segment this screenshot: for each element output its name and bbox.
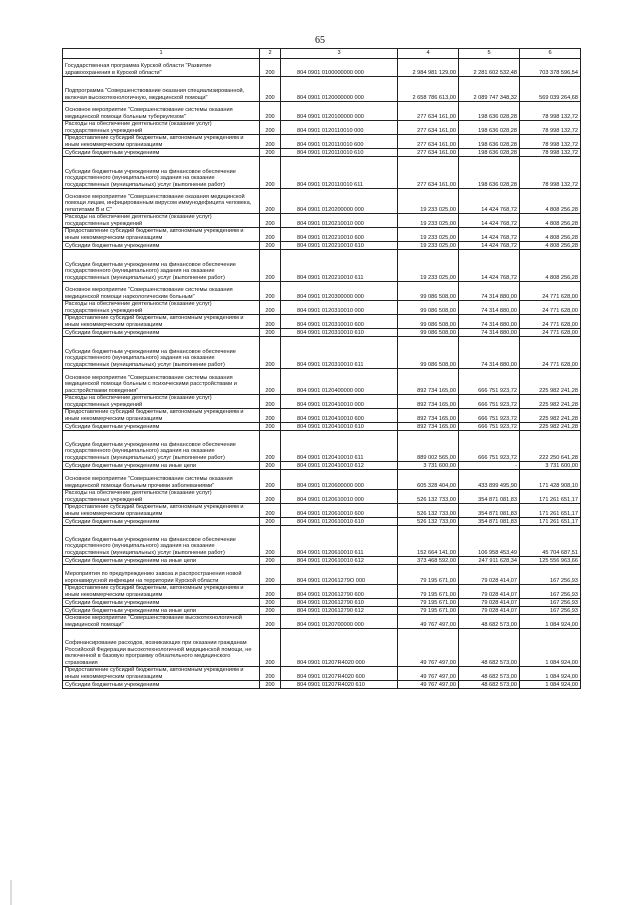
row-column-5-value-cell: 74 314 880,00 — [459, 282, 520, 301]
table-row — [63, 431, 581, 462]
row-column-2-cell: 200 — [260, 282, 281, 301]
row-budget-code-cell: 804 0901 0120612790 610 — [281, 599, 398, 607]
row-name-cell: Расходы на обеспечение деятельности (оказание услуг) государственных учреждений — [63, 395, 260, 409]
row-column-4-value-cell: 152 664 141,00 — [398, 526, 459, 557]
row-column-4-value-cell: 19 233 025,00 — [398, 228, 459, 242]
table-row — [63, 337, 581, 369]
row-column-2-cell: 200 — [260, 121, 281, 135]
row-column-5-value-cell: 198 636 028,28 — [459, 149, 520, 157]
table-row — [63, 462, 581, 470]
row-column-4-value-cell: 19 233 025,00 — [398, 242, 459, 250]
row-budget-code-cell: 804 0901 0120110010 610 — [281, 149, 398, 157]
table-row — [63, 557, 581, 565]
row-column-5-value-cell: 14 424 768,72 — [459, 242, 520, 250]
row-column-5-value-cell: 2 089 747 348,32 — [459, 77, 520, 102]
row-budget-code-cell: 804 0901 0120000000 000 — [281, 77, 398, 102]
table-row — [63, 121, 581, 135]
table-row — [63, 681, 581, 689]
row-column-2-cell: 200 — [260, 490, 281, 504]
row-column-5-value-cell: 74 314 880,00 — [459, 315, 520, 329]
row-name-cell: Субсидии бюджетным учреждениям на финансовое обеспечение государственного (муниципального) задания на оказание государственных (муниципальных) услуг (выполнение работ) — [63, 431, 260, 462]
row-column-6-value-cell: 171 428 908,10 — [520, 470, 581, 490]
row-column-6-value-cell: 78 998 132,72 — [520, 135, 581, 149]
row-column-5-value-cell: 666 751 923,72 — [459, 409, 520, 423]
row-name-cell: Основное мероприятие "Совершенствование системы оказания медицинской помощи больным с психическими расстройствами и расстройствами поведения" — [63, 369, 260, 395]
row-column-6-value-cell: 167 256,93 — [520, 585, 581, 599]
row-column-6-value-cell: 4 808 256,28 — [520, 189, 581, 214]
row-column-4-value-cell: 277 634 161,00 — [398, 102, 459, 121]
row-column-4-value-cell: 99 086 508,00 — [398, 301, 459, 315]
row-name-cell: Мероприятия по предупреждению завоза и распространения новой коронавирусной инфекции на территории Курской области — [63, 565, 260, 585]
row-name-cell: Предоставление субсидий бюджетным, автономным учреждениям и иным некоммерческим организациям — [63, 585, 260, 599]
row-column-4-value-cell: 277 634 161,00 — [398, 121, 459, 135]
row-column-2-cell: 200 — [260, 214, 281, 228]
row-column-5-value-cell: 48 682 573,00 — [459, 615, 520, 629]
row-budget-code-cell: 804 0901 0120612790 600 — [281, 585, 398, 599]
row-column-4-value-cell: 49 767 497,00 — [398, 629, 459, 667]
row-name-cell: Субсидии бюджетным учреждениям — [63, 242, 260, 250]
row-budget-code-cell: 804 0901 0120210010 611 — [281, 250, 398, 282]
row-column-5-value-cell: 74 314 880,00 — [459, 301, 520, 315]
row-column-6-value-cell: 171 261 651,17 — [520, 490, 581, 504]
row-column-5-value-cell: 74 314 880,00 — [459, 337, 520, 369]
row-name-cell: Субсидии бюджетным учреждениям на иные цели — [63, 462, 260, 470]
budget-table-sheet — [62, 48, 580, 689]
row-column-2-cell: 200 — [260, 102, 281, 121]
table-body — [63, 59, 581, 689]
row-column-5-value-cell: 198 636 028,28 — [459, 121, 520, 135]
row-budget-code-cell: 804 0901 01207R4020 000 — [281, 629, 398, 667]
row-column-5-value-cell: 198 636 028,28 — [459, 102, 520, 121]
table-row — [63, 504, 581, 518]
row-column-4-value-cell: 605 328 404,00 — [398, 470, 459, 490]
row-column-6-value-cell: 4 808 256,28 — [520, 228, 581, 242]
table-row — [63, 282, 581, 301]
row-name-cell: Подпрограмма "Совершенствование оказания специализированной, включая высокотехнологичную, медицинской помощи" — [63, 77, 260, 102]
row-name-cell: Основное мероприятие "Совершенствование высокотехнологичной медицинской помощи" — [63, 615, 260, 629]
row-column-5-value-cell: 354 871 081,83 — [459, 504, 520, 518]
table-row — [63, 470, 581, 490]
row-column-4-value-cell: 99 086 508,00 — [398, 315, 459, 329]
row-column-6-value-cell: 703 378 596,54 — [520, 59, 581, 77]
row-budget-code-cell: 804 0901 0120110010 600 — [281, 135, 398, 149]
row-column-5-value-cell: - — [459, 462, 520, 470]
row-budget-code-cell: 804 0901 01207R4020 600 — [281, 667, 398, 681]
row-column-6-value-cell: 78 998 132,72 — [520, 102, 581, 121]
page-number: 65 — [315, 35, 325, 46]
row-column-4-value-cell: 277 634 161,00 — [398, 135, 459, 149]
row-column-6-value-cell: 225 982 241,28 — [520, 395, 581, 409]
row-name-cell: Государственная программа Курской области "Развитие здравоохранения в Курской области" — [63, 59, 260, 77]
row-column-2-cell: 200 — [260, 431, 281, 462]
row-column-5-value-cell: 79 028 414,07 — [459, 585, 520, 599]
row-name-cell: Субсидии бюджетным учреждениям — [63, 681, 260, 689]
row-name-cell: Софинансирование расходов, возникающих при оказании гражданам Российской Федерации высокотехнологичной медицинской помощи, не включенной в базовую программу обязательного медицинского страхования — [63, 629, 260, 667]
row-budget-code-cell: 804 0901 0120410010 600 — [281, 409, 398, 423]
row-column-6-value-cell: 4 808 256,28 — [520, 250, 581, 282]
row-column-6-value-cell: 171 261 651,17 — [520, 504, 581, 518]
row-column-2-cell: 200 — [260, 157, 281, 189]
row-name-cell: Расходы на обеспечение деятельности (оказание услуг) государственных учреждений — [63, 301, 260, 315]
row-column-6-value-cell: 1 084 924,00 — [520, 681, 581, 689]
row-column-2-cell: 200 — [260, 409, 281, 423]
row-column-2-cell: 200 — [260, 242, 281, 250]
row-column-4-value-cell: 49 767 497,00 — [398, 615, 459, 629]
row-name-cell: Субсидии бюджетным учреждениям — [63, 423, 260, 431]
row-column-5-value-cell: 433 899 495,90 — [459, 470, 520, 490]
row-column-4-value-cell: 889 002 565,00 — [398, 431, 459, 462]
row-column-4-value-cell: 79 195 671,00 — [398, 599, 459, 607]
row-column-6-value-cell: 225 982 241,28 — [520, 369, 581, 395]
row-column-2-cell: 200 — [260, 369, 281, 395]
table-row — [63, 667, 581, 681]
header-cell-4: 4 — [398, 49, 459, 59]
row-column-6-value-cell: 78 998 132,72 — [520, 121, 581, 135]
table-row — [63, 409, 581, 423]
row-column-5-value-cell: 198 636 028,28 — [459, 157, 520, 189]
table-row — [63, 599, 581, 607]
row-column-5-value-cell: 79 028 414,07 — [459, 565, 520, 585]
row-budget-code-cell: 804 0901 0120400000 000 — [281, 369, 398, 395]
row-budget-code-cell: 804 0901 0120410010 610 — [281, 423, 398, 431]
row-name-cell: Предоставление субсидий бюджетным, автономным учреждениям и иным некоммерческим организациям — [63, 135, 260, 149]
row-column-4-value-cell: 79 195 671,00 — [398, 585, 459, 599]
table-row — [63, 135, 581, 149]
row-column-6-value-cell: 24 771 628,00 — [520, 315, 581, 329]
row-column-4-value-cell: 99 086 508,00 — [398, 337, 459, 369]
header-cell-3: 3 — [281, 49, 398, 59]
row-column-6-value-cell: 78 998 132,72 — [520, 157, 581, 189]
row-column-2-cell: 200 — [260, 301, 281, 315]
row-column-5-value-cell: 666 751 923,72 — [459, 431, 520, 462]
row-column-5-value-cell: 48 682 573,00 — [459, 681, 520, 689]
row-column-4-value-cell: 277 634 161,00 — [398, 149, 459, 157]
row-name-cell: Субсидии бюджетным учреждениям на финансовое обеспечение государственного (муниципального) задания на оказание государственных (муниципальных) услуг (выполнение работ) — [63, 337, 260, 369]
row-column-4-value-cell: 49 767 497,00 — [398, 667, 459, 681]
row-name-cell: Субсидии бюджетным учреждениям — [63, 329, 260, 337]
header-cell-6: 6 — [520, 49, 581, 59]
row-budget-code-cell: 804 0901 0120210010 610 — [281, 242, 398, 250]
row-column-4-value-cell: 2 984 981 129,00 — [398, 59, 459, 77]
row-budget-code-cell: 804 0901 0120310010 610 — [281, 329, 398, 337]
row-name-cell: Предоставление субсидий бюджетным, автономным учреждениям и иным некоммерческим организациям — [63, 504, 260, 518]
table-row — [63, 629, 581, 667]
row-column-6-value-cell: 569 039 264,68 — [520, 77, 581, 102]
row-column-2-cell: 200 — [260, 135, 281, 149]
row-column-5-value-cell: 14 424 768,72 — [459, 214, 520, 228]
table-row — [63, 59, 581, 77]
row-name-cell: Предоставление субсидий бюджетным, автономным учреждениям и иным некоммерческим организациям — [63, 409, 260, 423]
row-name-cell: Субсидии бюджетным учреждениям — [63, 599, 260, 607]
row-column-2-cell: 200 — [260, 504, 281, 518]
row-column-2-cell: 200 — [260, 250, 281, 282]
row-column-5-value-cell: 666 751 923,72 — [459, 423, 520, 431]
table-row — [63, 585, 581, 599]
row-column-6-value-cell: 78 998 132,72 — [520, 149, 581, 157]
row-budget-code-cell: 804 0901 0120310010 000 — [281, 301, 398, 315]
row-column-5-value-cell: 106 958 453,49 — [459, 526, 520, 557]
scan-edge-mark — [10, 880, 12, 905]
row-budget-code-cell: 804 0901 0120410010 000 — [281, 395, 398, 409]
row-name-cell: Основное мероприятие "Совершенствование системы оказания медицинской помощи больным прочими заболеваниями" — [63, 470, 260, 490]
row-column-5-value-cell: 48 682 573,00 — [459, 667, 520, 681]
row-name-cell: Предоставление субсидий бюджетным, автономным учреждениям и иным некоммерческим организациям — [63, 315, 260, 329]
row-column-4-value-cell: 3 731 600,00 — [398, 462, 459, 470]
row-name-cell: Субсидии бюджетным учреждениям на финансовое обеспечение государственного (муниципального) задания на оказание государственных (муниципальных) услуг (выполнение работ) — [63, 526, 260, 557]
row-column-6-value-cell: 1 084 924,00 — [520, 667, 581, 681]
row-column-6-value-cell: 1 084 924,00 — [520, 629, 581, 667]
row-budget-code-cell: 804 0901 0120100000 000 — [281, 102, 398, 121]
row-budget-code-cell: 804 0901 0120610010 000 — [281, 490, 398, 504]
header-cell-1: 1 — [63, 49, 260, 59]
row-column-2-cell: 200 — [260, 565, 281, 585]
row-column-5-value-cell: 666 751 923,72 — [459, 369, 520, 395]
row-column-5-value-cell: 2 281 602 532,48 — [459, 59, 520, 77]
row-column-2-cell: 200 — [260, 615, 281, 629]
table-row — [63, 102, 581, 121]
row-budget-code-cell: 804 0901 0120410010 611 — [281, 431, 398, 462]
row-column-4-value-cell: 19 233 025,00 — [398, 250, 459, 282]
header-row — [63, 49, 581, 59]
row-column-4-value-cell: 373 468 592,00 — [398, 557, 459, 565]
row-column-5-value-cell: 354 871 081,83 — [459, 518, 520, 526]
row-budget-code-cell: 804 0901 0120110010 000 — [281, 121, 398, 135]
row-column-6-value-cell: 3 731 600,00 — [520, 462, 581, 470]
row-column-6-value-cell: 167 256,93 — [520, 599, 581, 607]
row-column-4-value-cell: 277 634 161,00 — [398, 157, 459, 189]
row-name-cell: Субсидии бюджетным учреждениям — [63, 518, 260, 526]
row-budget-code-cell: 804 0901 0120300000 000 — [281, 282, 398, 301]
header-cell-5: 5 — [459, 49, 520, 59]
row-column-5-value-cell: 48 682 573,00 — [459, 629, 520, 667]
row-column-5-value-cell: 198 636 028,28 — [459, 135, 520, 149]
row-name-cell: Предоставление субсидий бюджетным, автономным учреждениям и иным некоммерческим организациям — [63, 228, 260, 242]
row-budget-code-cell: 804 0901 0120610010 611 — [281, 526, 398, 557]
row-name-cell: Основное мероприятие "Совершенствование оказания медицинской помощи лицам, инфицированным вирусом иммунодефицита человека, гепатитами В и С" — [63, 189, 260, 214]
row-column-2-cell: 200 — [260, 337, 281, 369]
row-column-2-cell: 200 — [260, 526, 281, 557]
row-column-4-value-cell: 526 132 733,00 — [398, 490, 459, 504]
row-column-4-value-cell: 892 734 165,00 — [398, 409, 459, 423]
row-budget-code-cell: 804 0901 012061279О 000 — [281, 565, 398, 585]
table-row — [63, 607, 581, 615]
row-column-4-value-cell: 2 658 786 613,00 — [398, 77, 459, 102]
row-column-5-value-cell: 247 911 628,34 — [459, 557, 520, 565]
row-column-6-value-cell: 45 704 687,51 — [520, 526, 581, 557]
row-budget-code-cell: 804 0901 0120410010 612 — [281, 462, 398, 470]
row-column-6-value-cell: 167 256,93 — [520, 607, 581, 615]
row-budget-code-cell: 804 0901 01207R4020 610 — [281, 681, 398, 689]
table-row — [63, 329, 581, 337]
row-column-2-cell: 200 — [260, 470, 281, 490]
row-name-cell: Предоставление субсидий бюджетным, автономным учреждениям и иным некоммерческим организациям — [63, 667, 260, 681]
row-column-2-cell: 200 — [260, 585, 281, 599]
row-column-2-cell: 200 — [260, 315, 281, 329]
table-row — [63, 490, 581, 504]
table-row — [63, 189, 581, 214]
row-column-6-value-cell: 4 808 256,28 — [520, 242, 581, 250]
table-row — [63, 214, 581, 228]
row-column-2-cell: 200 — [260, 329, 281, 337]
row-column-2-cell: 200 — [260, 518, 281, 526]
row-column-2-cell: 200 — [260, 607, 281, 615]
row-budget-code-cell: 804 0901 0120600000 000 — [281, 470, 398, 490]
table-row — [63, 565, 581, 585]
row-column-6-value-cell: 167 256,93 — [520, 565, 581, 585]
row-column-2-cell: 200 — [260, 228, 281, 242]
row-name-cell: Расходы на обеспечение деятельности (оказание услуг) государственных учреждений — [63, 121, 260, 135]
table-row — [63, 395, 581, 409]
row-column-6-value-cell: 4 808 256,28 — [520, 214, 581, 228]
table-row — [63, 157, 581, 189]
table-row — [63, 615, 581, 629]
table-row — [63, 315, 581, 329]
row-name-cell: Основное мероприятие "Совершенствование системы оказания медицинской помощи наркологическим больным" — [63, 282, 260, 301]
row-name-cell: Субсидии бюджетным учреждениям на иные цели — [63, 607, 260, 615]
row-column-5-value-cell: 354 871 081,83 — [459, 490, 520, 504]
row-column-6-value-cell: 125 556 963,66 — [520, 557, 581, 565]
row-column-5-value-cell: 14 424 768,72 — [459, 189, 520, 214]
row-column-2-cell: 200 — [260, 423, 281, 431]
row-name-cell: Субсидии бюджетным учреждениям на финансовое обеспечение государственного (муниципального) задания на оказание государственных (муниципальных) услуг (выполнение работ) — [63, 157, 260, 189]
row-budget-code-cell: 804 0901 0120310010 600 — [281, 315, 398, 329]
row-name-cell: Расходы на обеспечение деятельности (оказание услуг) государственных учреждений — [63, 214, 260, 228]
row-column-4-value-cell: 892 734 165,00 — [398, 423, 459, 431]
row-budget-code-cell: 804 0901 0120110010 611 — [281, 157, 398, 189]
row-column-4-value-cell: 49 767 497,00 — [398, 681, 459, 689]
row-column-4-value-cell: 99 086 508,00 — [398, 329, 459, 337]
row-column-6-value-cell: 225 982 241,28 — [520, 423, 581, 431]
row-column-2-cell: 200 — [260, 77, 281, 102]
row-column-2-cell: 200 — [260, 629, 281, 667]
row-column-4-value-cell: 892 734 165,00 — [398, 369, 459, 395]
table-row — [63, 149, 581, 157]
row-column-4-value-cell: 79 195 671,00 — [398, 607, 459, 615]
row-column-2-cell: 200 — [260, 667, 281, 681]
row-column-4-value-cell: 19 233 025,00 — [398, 214, 459, 228]
table-row — [63, 526, 581, 557]
row-budget-code-cell: 804 0901 0120610010 612 — [281, 557, 398, 565]
row-column-4-value-cell: 526 132 733,00 — [398, 504, 459, 518]
table-row — [63, 228, 581, 242]
table-row — [63, 518, 581, 526]
table-row — [63, 369, 581, 395]
row-column-5-value-cell: 666 751 923,72 — [459, 395, 520, 409]
row-name-cell: Субсидии бюджетным учреждениям — [63, 149, 260, 157]
row-column-6-value-cell: 225 982 241,28 — [520, 409, 581, 423]
table-row — [63, 301, 581, 315]
table-row — [63, 423, 581, 431]
row-column-4-value-cell: 79 195 671,00 — [398, 565, 459, 585]
row-column-4-value-cell: 526 132 733,00 — [398, 518, 459, 526]
row-column-2-cell: 200 — [260, 149, 281, 157]
row-budget-code-cell: 804 0901 0120310010 611 — [281, 337, 398, 369]
header-cell-2: 2 — [260, 49, 281, 59]
row-column-2-cell: 200 — [260, 557, 281, 565]
row-column-2-cell: 200 — [260, 462, 281, 470]
row-budget-code-cell: 804 0901 0100000000 000 — [281, 59, 398, 77]
table-row — [63, 242, 581, 250]
row-column-4-value-cell: 892 734 165,00 — [398, 395, 459, 409]
row-name-cell: Основное мероприятие "Совершенствование системы оказания медицинской помощи больным туберкулезом" — [63, 102, 260, 121]
row-column-6-value-cell: 222 250 641,28 — [520, 431, 581, 462]
row-budget-code-cell: 804 0901 0120610010 610 — [281, 518, 398, 526]
row-column-2-cell: 200 — [260, 59, 281, 77]
row-column-5-value-cell: 79 028 414,07 — [459, 599, 520, 607]
row-budget-code-cell: 804 0901 0120700000 000 — [281, 615, 398, 629]
row-name-cell: Субсидии бюджетным учреждениям на финансовое обеспечение государственного (муниципального) задания на оказание государственных (муниципальных) услуг (выполнение работ) — [63, 250, 260, 282]
row-column-5-value-cell: 14 424 768,72 — [459, 228, 520, 242]
budget-table — [62, 48, 581, 689]
row-column-5-value-cell: 74 314 880,00 — [459, 329, 520, 337]
row-column-6-value-cell: 24 771 628,00 — [520, 301, 581, 315]
row-column-5-value-cell: 14 424 768,72 — [459, 250, 520, 282]
row-name-cell: Субсидии бюджетным учреждениям на иные цели — [63, 557, 260, 565]
row-column-6-value-cell: 24 771 628,00 — [520, 337, 581, 369]
row-budget-code-cell: 804 0901 0120612790 612 — [281, 607, 398, 615]
row-column-6-value-cell: 24 771 628,00 — [520, 329, 581, 337]
row-column-2-cell: 200 — [260, 681, 281, 689]
row-column-2-cell: 200 — [260, 599, 281, 607]
row-column-5-value-cell: 79 028 414,07 — [459, 607, 520, 615]
row-budget-code-cell: 804 0901 0120200000 000 — [281, 189, 398, 214]
row-column-6-value-cell: 1 084 924,00 — [520, 615, 581, 629]
table-row — [63, 77, 581, 102]
table-row — [63, 250, 581, 282]
row-column-4-value-cell: 19 233 025,00 — [398, 189, 459, 214]
row-name-cell: Расходы на обеспечение деятельности (оказание услуг) государственных учреждений — [63, 490, 260, 504]
row-column-6-value-cell: 24 771 628,00 — [520, 282, 581, 301]
row-budget-code-cell: 804 0901 0120610010 600 — [281, 504, 398, 518]
row-column-4-value-cell: 99 086 508,00 — [398, 282, 459, 301]
row-budget-code-cell: 804 0901 0120210010 600 — [281, 228, 398, 242]
row-column-2-cell: 200 — [260, 189, 281, 214]
row-budget-code-cell: 804 0901 0120210010 000 — [281, 214, 398, 228]
row-column-2-cell: 200 — [260, 395, 281, 409]
row-column-6-value-cell: 171 261 651,17 — [520, 518, 581, 526]
